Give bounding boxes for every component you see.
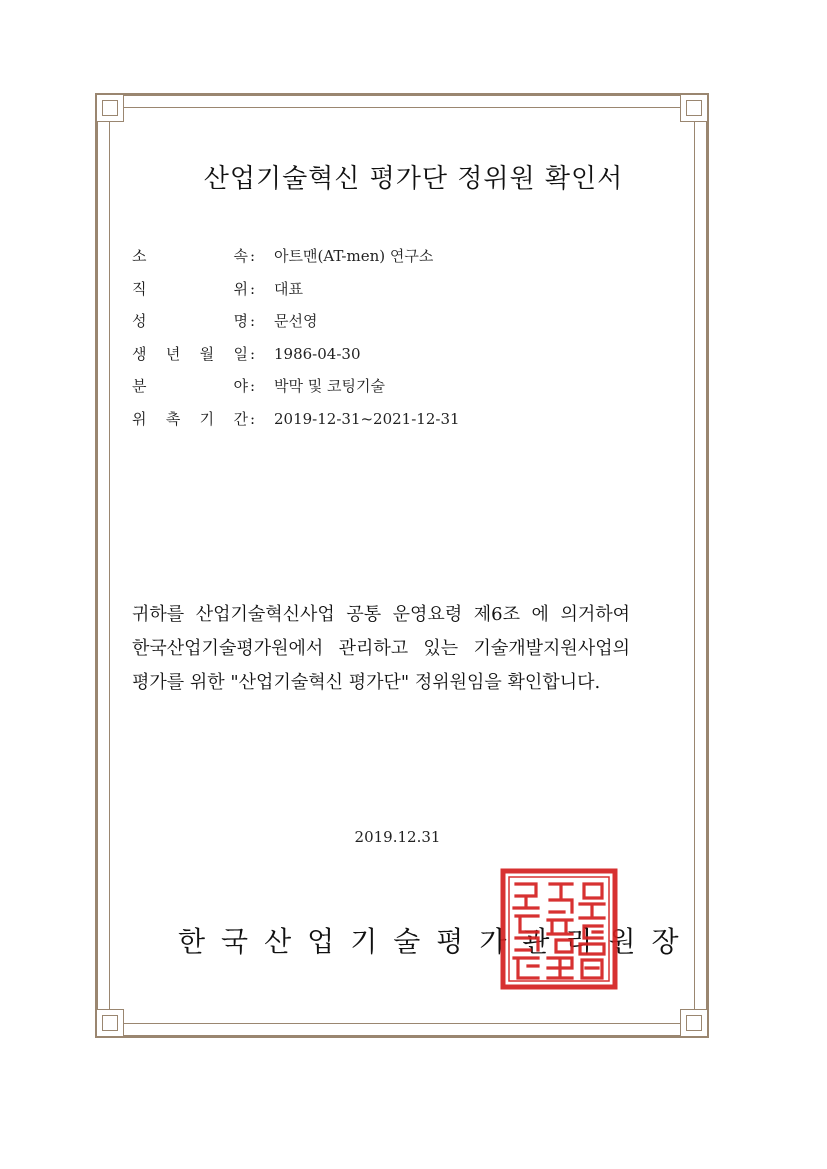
field-colon: : (250, 279, 256, 298)
field-colon: : (250, 344, 256, 363)
info-row-field (132, 375, 460, 408)
paragraph-line: 한국산업기술평가원에서 관리하고 있는 기술개발지원사업의 (132, 638, 630, 659)
field-value: 박막 및 코팅기술 (274, 377, 385, 395)
info-row-affiliation (132, 245, 460, 278)
info-row-position (132, 278, 460, 311)
document-title: 산업기술혁신 평가단 정위원 확인서 (203, 164, 624, 194)
official-seal-stamp (500, 868, 618, 990)
corner-ornament-bottom-right (680, 1009, 708, 1037)
field-value: 1986-04-30 (274, 344, 361, 363)
field-colon: : (250, 247, 256, 265)
confirmation-paragraph (132, 598, 652, 700)
info-row-name (132, 310, 460, 343)
corner-ornament-top-right (680, 94, 708, 122)
field-label: 위 촉 기 간 (132, 409, 248, 428)
info-section (132, 245, 460, 440)
field-label: 소 속 (132, 247, 248, 265)
info-row-birthdate (132, 343, 460, 376)
field-value: 대표 (274, 279, 303, 298)
field-label: 직 위 (132, 279, 248, 298)
field-label: 생 년 월 일 (132, 344, 248, 363)
issuer-name: 한국산업기술평가관리원장 (178, 925, 695, 958)
field-label: 성 명 (132, 312, 248, 330)
paragraph-line: 평가를 위한 "산업기술혁신 평가단" 정위원임을 확인합니다. (132, 672, 601, 693)
issue-date: 2019.12.31 (354, 828, 441, 846)
field-colon: : (250, 312, 256, 330)
field-colon: : (250, 377, 256, 395)
info-row-term (132, 408, 460, 441)
field-value: 문선영 (274, 312, 318, 330)
corner-ornament-top-left (96, 94, 124, 122)
field-value: 2019-12-31~2021-12-31 (274, 409, 460, 428)
paragraph-line: 귀하를 산업기술혁신사업 공통 운영요령 제6조 에 의거하여 (132, 604, 630, 625)
field-value: 아트맨(AT-men) 연구소 (274, 247, 434, 265)
field-colon: : (250, 409, 256, 428)
field-label: 분 야 (132, 377, 248, 395)
corner-ornament-bottom-left (96, 1009, 124, 1037)
